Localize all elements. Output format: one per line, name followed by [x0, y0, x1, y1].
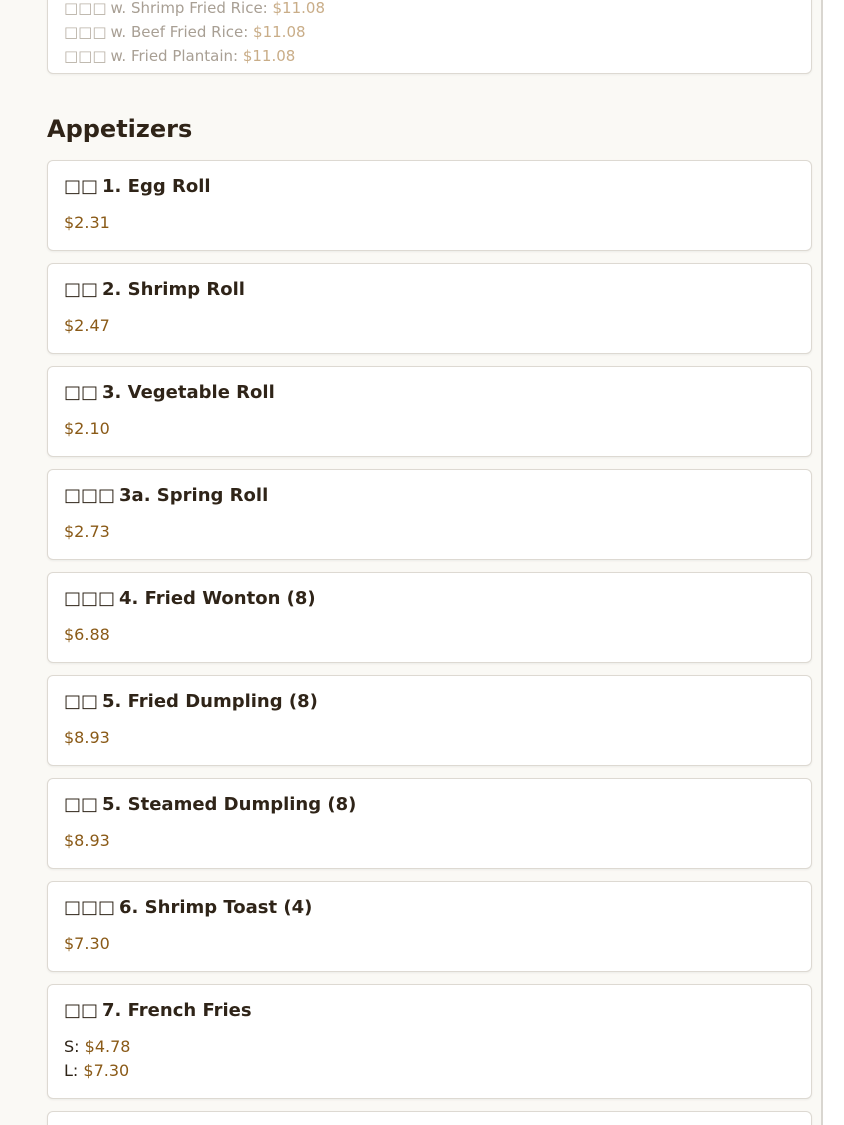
- item-name-text: 3. Vegetable Roll: [102, 382, 275, 403]
- item-name: [64, 999, 252, 1023]
- size-price: $7.30: [83, 1061, 130, 1080]
- item-name: [64, 278, 245, 302]
- unknown-glyph-icon: □□□: [64, 0, 107, 17]
- unknown-glyph-icon: □□□: [64, 588, 116, 609]
- unknown-glyph-icon: □□: [64, 1000, 99, 1021]
- option-line: [64, 0, 325, 17]
- size-label: S:: [64, 1037, 80, 1056]
- size-label: L:: [64, 1061, 79, 1080]
- size-price: $4.78: [84, 1037, 131, 1056]
- item-name: [64, 896, 312, 920]
- item-name-text: 3a. Spring Roll: [119, 485, 269, 506]
- item-price: $7.30: [64, 934, 110, 953]
- item-price: $2.73: [64, 522, 110, 541]
- unknown-glyph-icon: □□: [64, 382, 99, 403]
- option-price: $11.08: [242, 47, 296, 65]
- item-name: [64, 175, 211, 199]
- item-name-text: 6. Shrimp Toast (4): [119, 897, 313, 918]
- unknown-glyph-icon: □□□: [64, 485, 116, 506]
- unknown-glyph-icon: □□□: [64, 47, 107, 65]
- size-price-line: [64, 1037, 130, 1057]
- unknown-glyph-icon: □□: [64, 279, 99, 300]
- unknown-glyph-icon: □□□: [64, 23, 107, 41]
- menu-item-card[interactable]: [47, 675, 812, 766]
- item-name-text: 5. Steamed Dumpling (8): [102, 794, 357, 815]
- option-label: w. Fried Plantain:: [110, 47, 239, 65]
- menu-item-card[interactable]: [47, 572, 812, 663]
- item-name-text: 7. French Fries: [102, 1000, 252, 1021]
- item-price: $2.47: [64, 316, 110, 335]
- unknown-glyph-icon: □□□: [64, 897, 116, 918]
- item-name-text: 2. Shrimp Roll: [102, 279, 245, 300]
- item-name: [64, 381, 275, 405]
- menu-item-card[interactable]: [47, 881, 812, 972]
- item-price: $2.10: [64, 419, 110, 438]
- option-label: w. Beef Fried Rice:: [110, 23, 249, 41]
- menu-item-card[interactable]: [47, 984, 812, 1099]
- menu-item-card[interactable]: [47, 1111, 812, 1125]
- item-name-text: 5. Fried Dumpling (8): [102, 691, 318, 712]
- item-name: [64, 793, 356, 817]
- option-price: $11.08: [253, 23, 306, 41]
- item-name: [64, 587, 316, 611]
- section-title-appetizers: Appetizers: [47, 115, 193, 143]
- unknown-glyph-icon: □□: [64, 176, 99, 197]
- option-label: w. Shrimp Fried Rice:: [110, 0, 268, 17]
- menu-item-card[interactable]: [47, 469, 812, 560]
- menu-item-card[interactable]: [47, 778, 812, 869]
- item-price: $6.88: [64, 625, 110, 644]
- option-line: [64, 47, 295, 65]
- option-line: [64, 23, 306, 41]
- item-price: $8.93: [64, 728, 110, 747]
- previous-item-card[interactable]: [47, 0, 812, 74]
- size-price-line: [64, 1061, 129, 1081]
- unknown-glyph-icon: □□: [64, 794, 99, 815]
- option-price: $11.08: [272, 0, 326, 17]
- item-price: $2.31: [64, 213, 110, 232]
- item-name-text: 1. Egg Roll: [102, 176, 211, 197]
- menu-item-card[interactable]: [47, 366, 812, 457]
- item-name: [64, 484, 268, 508]
- menu-item-card[interactable]: [47, 263, 812, 354]
- menu-item-card[interactable]: [47, 160, 812, 251]
- item-name-text: 4. Fried Wonton (8): [119, 588, 316, 609]
- item-name: [64, 690, 318, 714]
- item-price: $8.93: [64, 831, 110, 850]
- unknown-glyph-icon: □□: [64, 691, 99, 712]
